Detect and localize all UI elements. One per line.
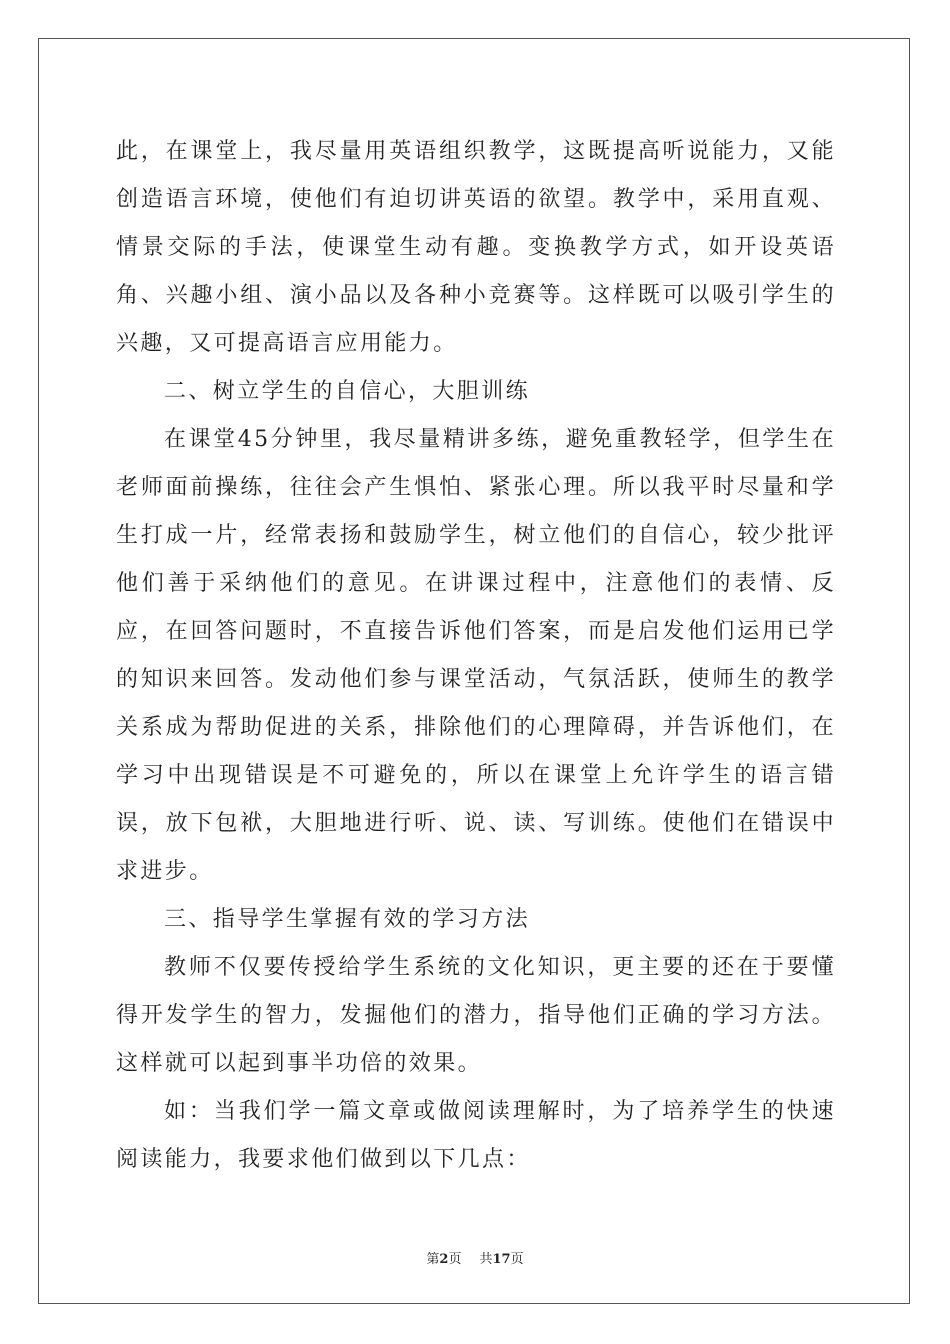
total-suffix: 页	[510, 1252, 524, 1267]
paragraph-continuation: 此，在课堂上，我尽量用英语组织教学，这既提高听说能力，又能创造语言环境，使他们有迫切讲英语的欲望。教学中，采用直观、情景交际的手法，使课堂生动有趣。变换教学方式，如开设英语角、兴趣小组、演小品以及各种小竞赛等。这样既可以吸引学生的兴趣，又可提高语言应用能力。	[116, 139, 836, 356]
page-footer	[0, 1248, 950, 1267]
page-suffix: 页	[448, 1252, 462, 1267]
page-prefix: 第	[426, 1252, 440, 1267]
section-heading-3: 三、指导学生掌握有效的学习方法	[164, 907, 531, 932]
paragraph-confidence: 在课堂45分钟里，我尽量精讲多练，避免重教轻学，但学生在老师面前操练，往往会产生惧怕、紧张心理。所以我平时尽量和学生打成一片，经常表扬和鼓励学生，树立他们的自信心，较少批评他们善于采纳他们的意见。在讲课过程中，注意他们的表情、反应，在回答问题时，不直接告诉他们答案，而是启发他们运用已学的知识来回答。发动他们参与课堂活动，气氛活跃，使师生的教学关系成为帮助促进的关系，排除他们的心理障碍，并告诉他们，在学习中出现错误是不可避免的，所以在课堂上允许学生的语言错误，放下包袱，大胆地进行听、说、读、写训练。使他们在错误中求进步。	[116, 427, 836, 884]
page-number: 2	[439, 1252, 449, 1267]
total-prefix: 共	[479, 1252, 493, 1267]
document-body	[116, 128, 836, 1184]
paragraph-reading: 如：当我们学一篇文章或做阅读理解时，为了培养学生的快速阅读能力，我要求他们做到以下几点：	[116, 1099, 836, 1172]
section-heading-2: 二、树立学生的自信心，大胆训练	[164, 379, 531, 404]
paragraph-methods: 教师不仅要传授给学生系统的文化知识，更主要的还在于要懂得开发学生的智力，发掘他们的潜力，指导他们正确的学习方法。这样就可以起到事半功倍的效果。	[116, 955, 836, 1076]
total-pages: 17	[492, 1252, 511, 1267]
